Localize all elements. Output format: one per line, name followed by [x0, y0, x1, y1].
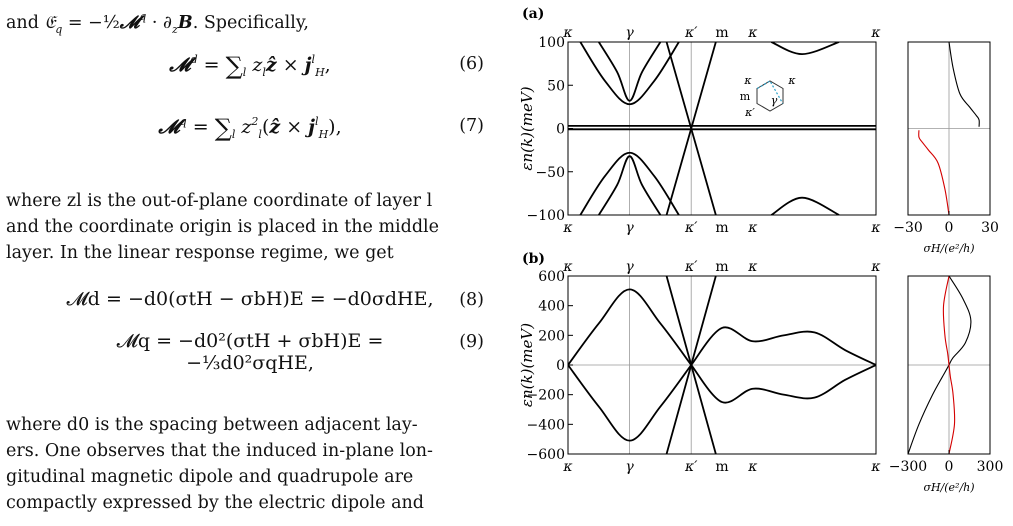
equation-number: (6) [459, 54, 484, 74]
sigma-line [949, 42, 979, 127]
panel-a-label: (a) [522, 6, 545, 22]
sigma-x-tick-label: −30 [893, 220, 923, 236]
x-tick-label-top: m [715, 259, 729, 275]
y-tick-label: 200 [538, 328, 565, 345]
x-tick-label: κ [563, 220, 573, 236]
eq8-body: 𝓜d = −d0(σtH − σbH)E = −d0σdHE, [66, 288, 434, 310]
y-tick-label: −100 [526, 208, 565, 224]
x-tick-label-top: κ [871, 259, 881, 275]
inset-label: κ′ [745, 106, 755, 119]
y-tick-label: −200 [526, 387, 565, 404]
paragraph-2 [6, 188, 496, 266]
sigma-x-tick-label: 300 [976, 459, 1004, 475]
x-tick-label: κ [748, 459, 758, 475]
x-tick-label: κ [748, 220, 758, 236]
equation-number: (9) [459, 332, 484, 352]
equation-7: 𝓜$^q$ = $\sum_l$ $z^2_l(ẑ \times j^l_H)$, (7) [158, 114, 484, 142]
sigma-x-tick-label: 0 [944, 220, 954, 236]
paragraph-3 [6, 412, 496, 516]
para-line: where d0 is the spacing between adjacent lay- [6, 415, 418, 435]
y-tick-label: 0 [556, 358, 565, 374]
inset-label: m [739, 90, 751, 103]
y-tick-label: −400 [526, 417, 565, 434]
inset-label: γ [770, 94, 778, 107]
para-line: where zl is the out-of-plane coordinate of layer l [6, 191, 433, 211]
sigma-x-tick-label: 0 [944, 459, 954, 475]
band-line [771, 42, 839, 54]
eq9-body: 𝓜q = −d0²(σtH + σbH)E = −⅓d0²σqHE, [116, 330, 384, 374]
x-tick-label-top: κ [563, 259, 573, 275]
x-tick-label-top: m [715, 25, 729, 41]
sigma-x-tick-label: −300 [888, 459, 928, 475]
y-axis-label: εn(k)(meV) [518, 322, 536, 408]
equation-number: (7) [459, 116, 484, 136]
equation-9 [0, 320, 496, 374]
band-line [691, 365, 876, 403]
panel-b-label: (b) [522, 251, 546, 267]
x-tick-label-top: γ [625, 25, 634, 41]
x-tick-label: m [715, 220, 729, 236]
para-line: compactly expressed by the electric dipole and [6, 493, 424, 513]
sigma-line [919, 130, 949, 215]
inset-label: κ [788, 74, 796, 87]
y-tick-label: 400 [538, 298, 565, 315]
y-tick-label: 100 [538, 35, 565, 51]
x-tick-label: κ′ [685, 459, 698, 475]
x-tick-label: γ [625, 459, 634, 475]
x-tick-label-top: γ [625, 259, 634, 275]
x-tick-label-top: κ [748, 25, 758, 41]
sigma-x-tick-label: 30 [981, 220, 999, 236]
x-tick-label: κ [871, 459, 881, 475]
y-tick-label: −600 [526, 447, 565, 463]
bands-group [568, 42, 876, 215]
equation-6: 𝓜$^d$ = $\sum_l$ $z_lẑ \times j^l_H$, (6) [169, 52, 484, 80]
y-tick-label: −50 [535, 164, 565, 181]
sigma-axis-label: σH/(e²/h) [923, 242, 975, 255]
x-tick-label: γ [625, 220, 634, 236]
x-tick-label: κ [563, 459, 573, 475]
inset-label: κ [744, 74, 752, 87]
band-line [691, 327, 876, 365]
sigma-axis-label: σH/(e²/h) [923, 481, 975, 494]
x-tick-label-top: κ [748, 259, 758, 275]
para-line: layer. In the linear response regime, we get [6, 243, 394, 263]
x-tick-label-top: κ′ [685, 259, 698, 275]
y-tick-label: 0 [556, 121, 565, 138]
band-line [771, 198, 839, 215]
x-tick-label: m [715, 459, 729, 475]
x-tick-label: κ [871, 220, 881, 236]
x-tick-label-top: κ [871, 25, 881, 41]
equation-number: (8) [459, 290, 484, 310]
y-tick-label: 50 [547, 78, 565, 95]
para-line: and the coordinate origin is placed in the middle [6, 217, 440, 237]
y-tick-label: 600 [538, 269, 565, 285]
band-structure-figure [520, 0, 1010, 526]
x-tick-label: κ′ [685, 220, 698, 236]
para-line: ers. One observes that the induced in-plane lon- [6, 441, 433, 461]
y-axis-label: εn(k)(meV) [518, 86, 536, 171]
text-line-top: and 𝔈$_q$ = −½𝓜$^q$ · $\partial_zB$. Specifically, [6, 10, 309, 36]
x-tick-label-top: κ′ [685, 25, 698, 41]
x-tick-label-top: κ [563, 25, 573, 41]
para-line: gitudinal magnetic dipole and quadrupole are [6, 467, 414, 487]
